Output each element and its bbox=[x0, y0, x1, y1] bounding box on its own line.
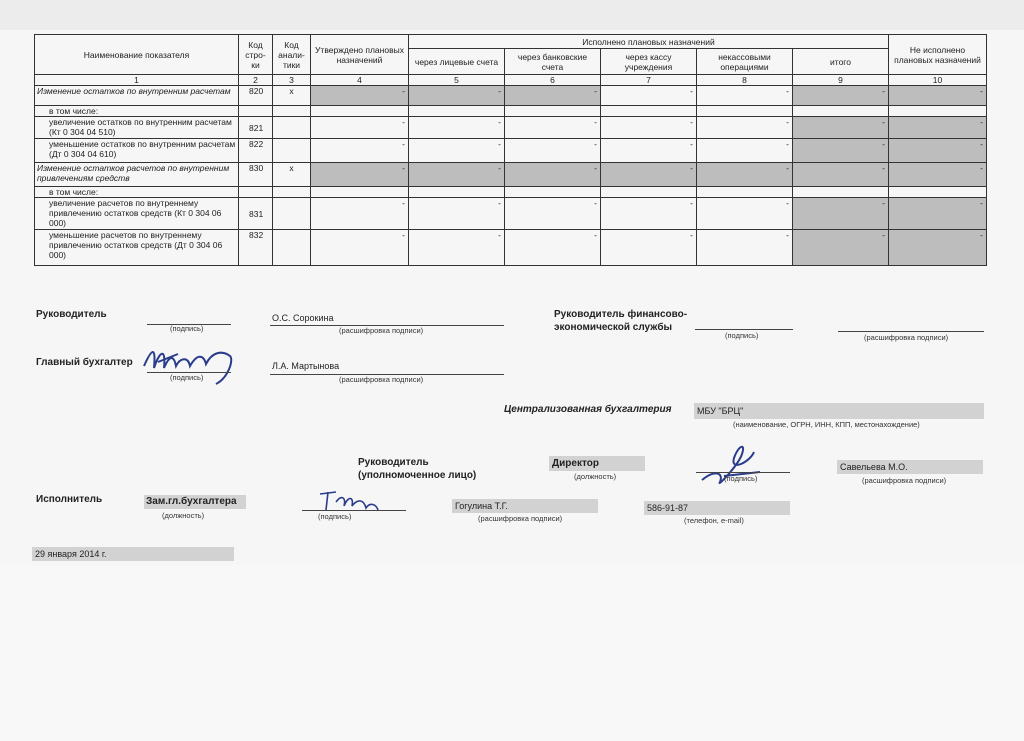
cell-approved: - bbox=[311, 86, 409, 106]
cell-empty bbox=[601, 187, 697, 198]
cell-empty bbox=[505, 187, 601, 198]
director-name: Савельева М.О. bbox=[840, 462, 908, 472]
cell-empty bbox=[793, 106, 889, 117]
fin-signature-line bbox=[695, 329, 793, 330]
row-analytics bbox=[273, 230, 311, 266]
row-code: 831 bbox=[239, 198, 273, 230]
col-number: 9 bbox=[793, 75, 889, 86]
head-signature-caption: (подпись) bbox=[170, 324, 204, 333]
row-name: уменьшение остатков по внутренним расчетам (Дт 0 304 04 610) bbox=[35, 139, 239, 163]
central-accounting-name: МБУ "БРЦ" bbox=[697, 406, 744, 416]
header-noncash: некассовыми операциями bbox=[697, 49, 793, 75]
cell-approved: - bbox=[311, 139, 409, 163]
row-analytics: x bbox=[273, 163, 311, 187]
director-name-caption: (расшифровка подписи) bbox=[862, 476, 947, 485]
header-via-bank: через банковские счета bbox=[505, 49, 601, 75]
cell-empty bbox=[697, 187, 793, 198]
director-signature-line bbox=[696, 472, 790, 473]
cell-noncash: - bbox=[697, 117, 793, 139]
fin-name-line bbox=[838, 331, 984, 332]
col-number: 1 bbox=[35, 75, 239, 86]
table-row bbox=[35, 117, 987, 139]
cell-not-executed: - bbox=[889, 139, 987, 163]
director-signature-caption: (подпись) bbox=[724, 474, 758, 483]
cell-empty bbox=[505, 106, 601, 117]
cell-via-bank: - bbox=[505, 117, 601, 139]
cell-noncash: - bbox=[697, 230, 793, 266]
cell-total: - bbox=[793, 117, 889, 139]
header-via-personal: через лицевые счета bbox=[409, 49, 505, 75]
director-position: Директор bbox=[552, 458, 599, 469]
row-code bbox=[239, 187, 273, 198]
cell-via-personal: - bbox=[409, 117, 505, 139]
row-name: в том числе: bbox=[35, 106, 239, 117]
row-name: увеличение остатков по внутренним расчетам (Кт 0 304 04 510) bbox=[35, 117, 239, 139]
cell-total: - bbox=[793, 230, 889, 266]
row-name: Изменение остатков расчетов по внутренним привлечениям средств bbox=[35, 163, 239, 187]
row-name: в том числе: bbox=[35, 187, 239, 198]
row-name: уменьшение расчетов по внутреннему привлечению остатков средств (Дт 0 304 06 000) bbox=[35, 230, 239, 266]
head-name: О.С. Сорокина bbox=[272, 313, 334, 323]
col-number: 8 bbox=[697, 75, 793, 86]
cell-empty bbox=[601, 106, 697, 117]
central-accounting-label: Централизованная бухгалтерия bbox=[504, 404, 672, 415]
executor-position-caption: (должность) bbox=[162, 511, 205, 520]
cell-via-personal: - bbox=[409, 198, 505, 230]
fin-name-caption: (расшифровка подписи) bbox=[864, 333, 949, 342]
header-via-cash: через кассу учреждения bbox=[601, 49, 697, 75]
table-row bbox=[35, 163, 987, 187]
cell-empty bbox=[889, 187, 987, 198]
cell-total: - bbox=[793, 198, 889, 230]
cell-via-cash: - bbox=[601, 230, 697, 266]
row-analytics bbox=[273, 106, 311, 117]
table-row bbox=[35, 198, 987, 230]
cell-approved: - bbox=[311, 117, 409, 139]
row-analytics bbox=[273, 117, 311, 139]
chief-accountant-label: Главный бухгалтер bbox=[36, 357, 133, 368]
row-name: Изменение остатков по внутренним расчетам bbox=[35, 86, 239, 106]
cell-via-personal: - bbox=[409, 230, 505, 266]
executor-signature-caption: (подпись) bbox=[318, 512, 352, 521]
row-code: 822 bbox=[239, 139, 273, 163]
cell-empty bbox=[793, 187, 889, 198]
chief-name-caption: (расшифровка подписи) bbox=[339, 375, 424, 384]
cell-total: - bbox=[793, 86, 889, 106]
head-name-caption: (расшифровка подписи) bbox=[339, 326, 424, 335]
authorized-head-label: Руководитель (уполномоченное лицо) bbox=[358, 457, 477, 481]
row-code: 820 bbox=[239, 86, 273, 106]
col-number: 10 bbox=[889, 75, 987, 86]
row-code: 821 bbox=[239, 117, 273, 139]
head-label: Руководитель bbox=[36, 309, 107, 320]
cell-empty bbox=[311, 106, 409, 117]
cell-empty bbox=[889, 106, 987, 117]
col-number: 4 bbox=[311, 75, 409, 86]
header-code: Код стро- ки bbox=[239, 35, 273, 75]
row-analytics bbox=[273, 139, 311, 163]
cell-empty bbox=[409, 106, 505, 117]
cell-not-executed: - bbox=[889, 163, 987, 187]
central-name-caption: (наименование, ОГРН, ИНН, КПП, местонахождение) bbox=[733, 420, 920, 429]
col-number: 6 bbox=[505, 75, 601, 86]
cell-noncash: - bbox=[697, 139, 793, 163]
cell-via-bank: - bbox=[505, 139, 601, 163]
cell-noncash: - bbox=[697, 86, 793, 106]
table-row bbox=[35, 139, 987, 163]
cell-empty bbox=[311, 187, 409, 198]
cell-empty bbox=[697, 106, 793, 117]
col-number: 3 bbox=[273, 75, 311, 86]
cell-via-cash: - bbox=[601, 86, 697, 106]
cell-via-personal: - bbox=[409, 86, 505, 106]
row-analytics bbox=[273, 187, 311, 198]
cell-not-executed: - bbox=[889, 117, 987, 139]
executor-name-caption: (расшифровка подписи) bbox=[478, 514, 563, 523]
cell-via-bank: - bbox=[505, 86, 601, 106]
row-analytics: x bbox=[273, 86, 311, 106]
report-date: 29 января 2014 г. bbox=[35, 549, 107, 559]
table-row bbox=[35, 230, 987, 266]
col-number: 7 bbox=[601, 75, 697, 86]
cell-not-executed: - bbox=[889, 198, 987, 230]
fin-head-label: Руководитель финансово- экономической службы bbox=[554, 309, 688, 333]
header-approved: Утверждено плановых назначений bbox=[311, 35, 409, 75]
cell-via-cash: - bbox=[601, 163, 697, 187]
cell-approved: - bbox=[311, 163, 409, 187]
director-position-caption: (должность) bbox=[574, 472, 617, 481]
fin-signature-caption: (подпись) bbox=[725, 331, 759, 340]
row-name: увеличение расчетов по внутреннему привлечению остатков средств (Кт 0 304 06 000) bbox=[35, 198, 239, 230]
cell-via-bank: - bbox=[505, 230, 601, 266]
chief-signature-caption: (подпись) bbox=[170, 373, 204, 382]
executor-name: Гогулина Т.Г. bbox=[455, 501, 508, 511]
cell-total: - bbox=[793, 163, 889, 187]
executor-phone: 586-91-87 bbox=[647, 503, 689, 513]
cell-not-executed: - bbox=[889, 86, 987, 106]
cell-noncash: - bbox=[697, 163, 793, 187]
table-row bbox=[35, 86, 987, 106]
cell-empty bbox=[409, 187, 505, 198]
row-code bbox=[239, 106, 273, 117]
cell-via-cash: - bbox=[601, 117, 697, 139]
header-name: Наименование показателя bbox=[35, 35, 239, 75]
chief-accountant-name: Л.А. Мартынова bbox=[272, 361, 340, 371]
cell-not-executed: - bbox=[889, 230, 987, 266]
chief-accountant-signature bbox=[138, 338, 242, 390]
scan-bottom-area bbox=[0, 565, 1024, 741]
cell-via-personal: - bbox=[409, 163, 505, 187]
executor-label: Исполнитель bbox=[36, 494, 103, 505]
cell-via-personal: - bbox=[409, 139, 505, 163]
cell-via-bank: - bbox=[505, 163, 601, 187]
col-number: 5 bbox=[409, 75, 505, 86]
scan-top-band bbox=[0, 0, 1024, 30]
cell-approved: - bbox=[311, 230, 409, 266]
cell-total: - bbox=[793, 139, 889, 163]
header-analytics: Код анали- тики bbox=[273, 35, 311, 75]
header-total: итого bbox=[793, 49, 889, 75]
phone-caption: (телефон, e-mail) bbox=[684, 516, 744, 525]
col-number: 2 bbox=[239, 75, 273, 86]
cell-noncash: - bbox=[697, 198, 793, 230]
table-row bbox=[35, 106, 987, 117]
header-not-executed: Не исполнено плановых назначений bbox=[889, 35, 987, 75]
row-code: 832 bbox=[239, 230, 273, 266]
header-executed: Исполнено плановых назначений bbox=[409, 35, 889, 49]
cell-approved: - bbox=[311, 198, 409, 230]
table-row bbox=[35, 187, 987, 198]
cell-via-bank: - bbox=[505, 198, 601, 230]
row-analytics bbox=[273, 198, 311, 230]
executor-signature-line bbox=[302, 510, 406, 511]
cell-via-cash: - bbox=[601, 198, 697, 230]
column-numbers-row bbox=[35, 75, 987, 86]
report-table bbox=[34, 34, 987, 266]
executor-position: Зам.гл.бухгалтера bbox=[146, 496, 237, 507]
row-code: 830 bbox=[239, 163, 273, 187]
cell-via-cash: - bbox=[601, 139, 697, 163]
